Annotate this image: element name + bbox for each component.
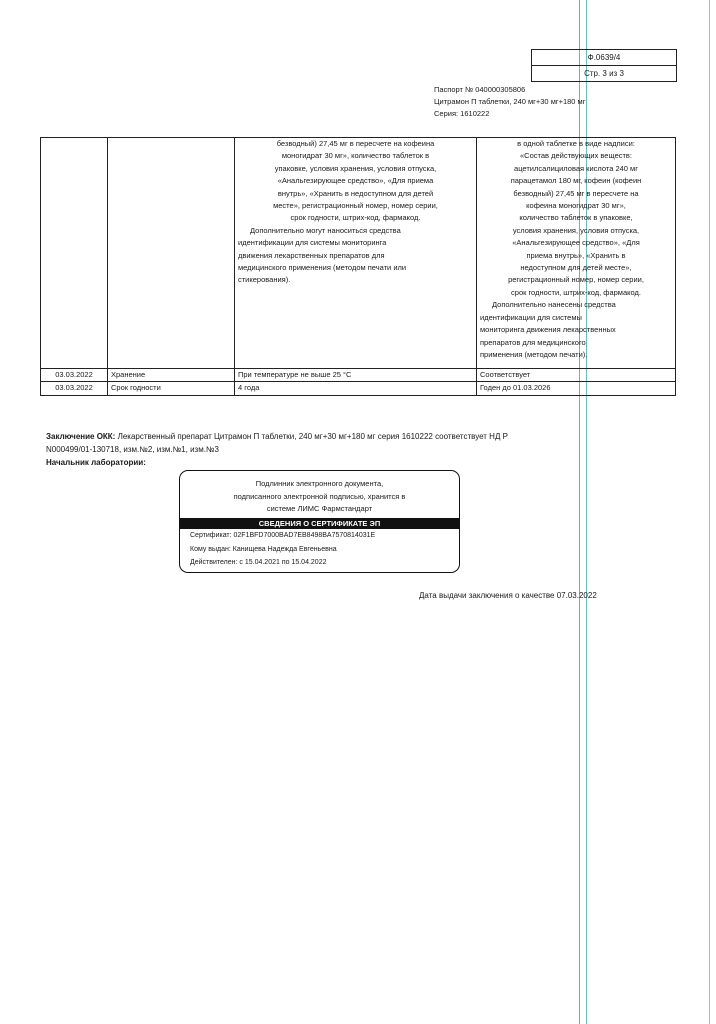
result-text	[480, 138, 672, 361]
text-line: «Анальгезирующее средство», «Для	[512, 238, 640, 248]
text-line: движения лекарственных препаратов для	[238, 250, 385, 260]
text-line: условия хранения, условия отпуска,	[512, 225, 640, 235]
text-line: стикерования).	[238, 275, 291, 285]
text-line: препаратов для медицинского	[480, 337, 586, 347]
stamp-original-note	[180, 478, 459, 516]
requirement-cell	[235, 138, 477, 369]
text-line: идентификации для системы	[480, 312, 582, 322]
requirement-cell: При температуре не выше 25 °C	[235, 369, 477, 382]
text-line: безводный) 27,45 мг в пересчете на	[513, 188, 639, 198]
indicator-cell	[108, 138, 235, 369]
head-label: Начальник лаборатории:	[46, 458, 146, 467]
stamp-line: Подлинник электронного документа,	[255, 479, 384, 488]
passport-header	[434, 84, 585, 120]
requirement-cell: 4 года	[235, 382, 477, 395]
text-line: Дополнительно нанесены средства	[492, 300, 616, 310]
text-line: моногидрат 30 мг», количество таблеток в	[281, 151, 430, 161]
issued-to: Кому выдан: Канищева Надежда Евгеньевна	[190, 546, 337, 553]
result-cell	[477, 138, 676, 369]
text-line: «Анальгезирующее средство», «Для приема	[277, 176, 434, 186]
text-line: медицинского применения (методом печати или	[238, 263, 407, 273]
text-line: «Состав действующих веществ:	[520, 151, 632, 161]
table-row	[41, 138, 676, 369]
date-cell	[41, 138, 108, 369]
page-number: Стр. 3 из 3	[532, 65, 676, 81]
conclusion-label: Заключение ОКК:	[46, 432, 116, 441]
scan-artifact-line	[709, 0, 710, 1024]
text-line: Дополнительно могут наноситься средства	[250, 225, 401, 235]
issue-date: Дата выдачи заключения о качестве 07.03.2022	[419, 591, 597, 600]
certificate-number: Сертификат: 02F1BFD7000BAD7EB8498BA7570814031E	[190, 532, 376, 539]
text-line: недоступном для детей месте»,	[520, 263, 632, 273]
validity: Действителен: с 15.04.2021 по 15.04.2022	[190, 559, 327, 566]
conclusion-text-cont: N000499/01-130718, изм.№2, изм.№1, изм.№3	[46, 445, 219, 454]
date-cell: 03.03.2022	[41, 382, 108, 395]
table-row	[41, 382, 676, 395]
passport-number: Паспорт № 040000305806	[434, 85, 526, 94]
results-table	[40, 137, 676, 396]
text-line: применения (методом печати).	[480, 349, 588, 359]
stamp-line: подписанного электронной подписью, хранится в	[233, 491, 406, 501]
product-name: Цитрамон П таблетки, 240 мг+30 мг+180 мг	[434, 97, 586, 106]
text-line: идентификации для системы мониторинга	[238, 238, 387, 248]
conclusion-text: Лекарственный препарат Цитрамон П таблетки, 240 мг+30 мг+180 мг серия 1610222 соответствует НД Р	[115, 432, 508, 441]
text-line: внутрь», «Хранить в недоступном для детей	[277, 188, 434, 198]
text-line: срок годности, штрих-код, фармакод.	[290, 213, 421, 223]
text-line: упаковке, условия хранения, условия отпуска,	[274, 163, 437, 173]
stamp-header: СВЕДЕНИЯ О СЕРТИФИКАТЕ ЭП	[180, 518, 459, 529]
text-line: кофеина моногидрат 30 мг»,	[526, 201, 626, 211]
result-cell: Соответствует	[477, 369, 676, 382]
e-signature-stamp	[179, 470, 460, 573]
text-line: ацетилсалициловая кислота 240 мг	[514, 163, 638, 173]
indicator-cell: Срок годности	[108, 382, 235, 395]
stamp-line: системе ЛИМС Фармстандарт	[266, 504, 373, 513]
text-line: в одной таблетке в виде надписи:	[517, 139, 635, 148]
text-line: безводный) 27,45 мг в пересчете на кофеина	[276, 139, 435, 148]
conclusion	[46, 430, 666, 469]
text-line: приема внутрь», «Хранить в	[526, 250, 626, 260]
form-code: Ф.0639/4	[587, 53, 621, 62]
form-code-box	[531, 49, 677, 82]
text-line: срок годности, штрих-код, фармакод.	[511, 287, 641, 297]
text-line: количество таблеток в упаковке,	[519, 213, 633, 223]
series: Серия: 1610222	[434, 109, 490, 118]
table-row	[41, 369, 676, 382]
text-line: регистрационный номер, номер серии,	[508, 275, 644, 285]
text-line: мониторинга движения лекарственных	[480, 325, 616, 335]
text-line: парацетамол 180 мг, кофеин (кофеин	[510, 176, 642, 186]
result-cell: Годен до 01.03.2026	[477, 382, 676, 395]
requirement-text	[238, 138, 473, 287]
indicator-cell: Хранение	[108, 369, 235, 382]
text-line: месте», регистрационный номер, номер серии,	[273, 201, 438, 211]
date-cell: 03.03.2022	[41, 369, 108, 382]
